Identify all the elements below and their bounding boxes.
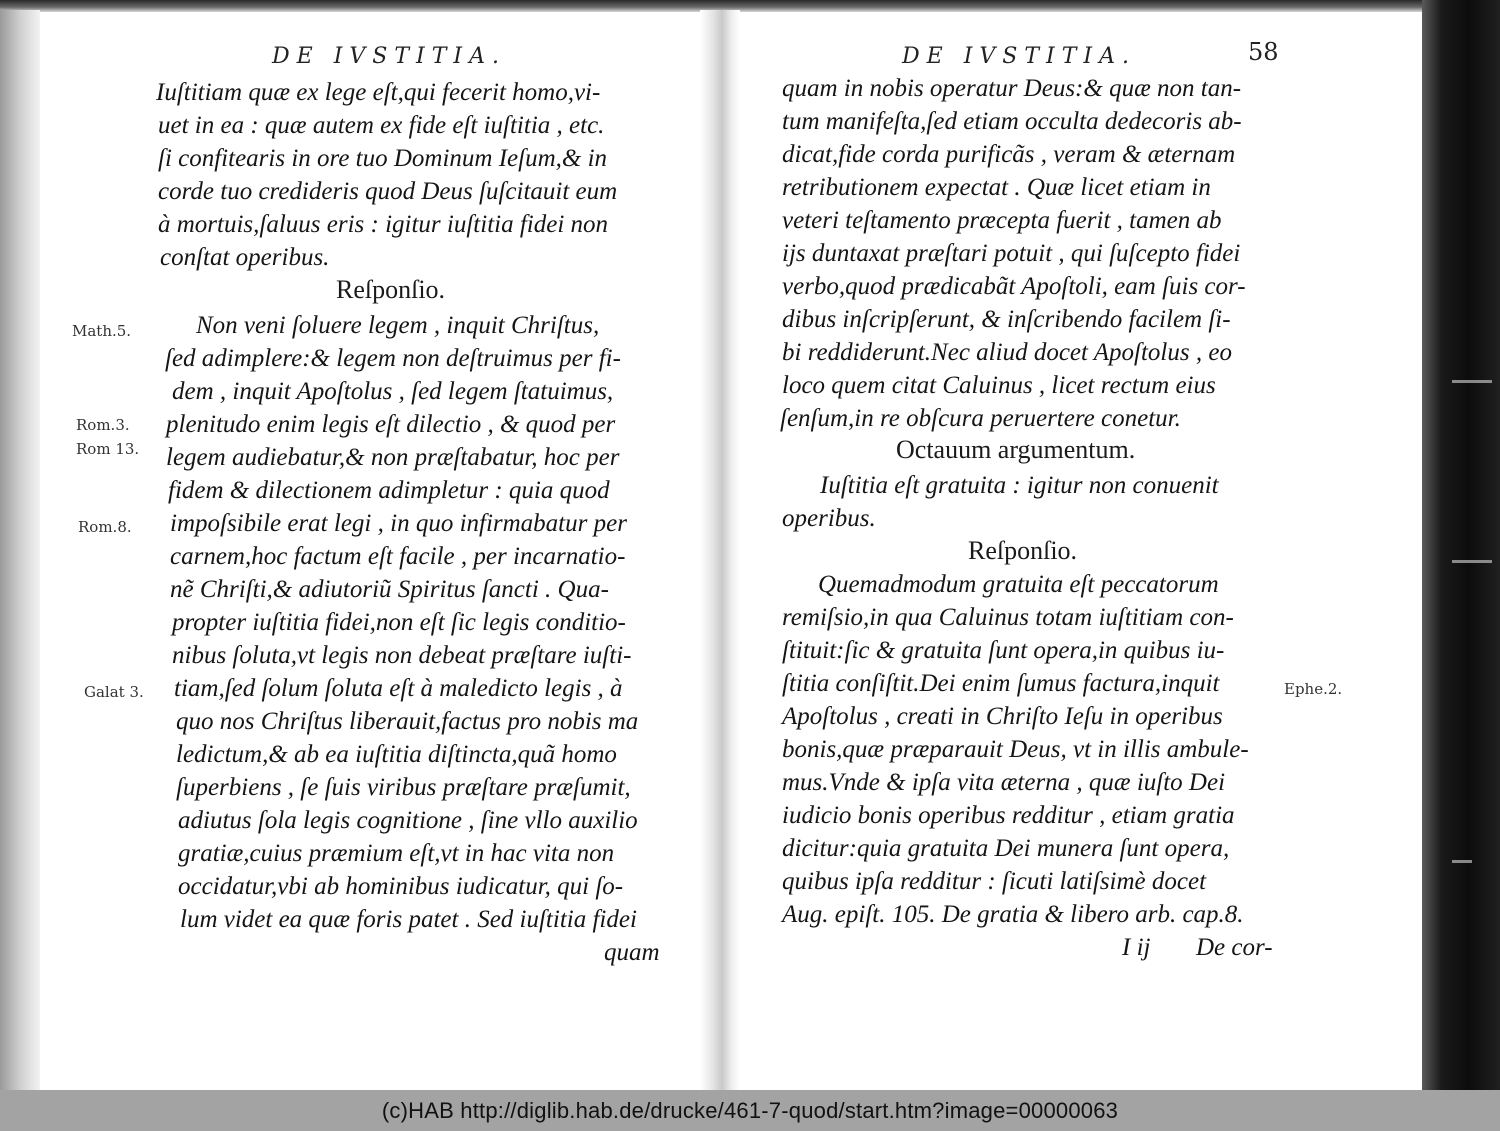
text-line: Iuſtitia eſt gratuita : igitur non conuenit (820, 472, 1219, 499)
left-page-edge (0, 10, 40, 1090)
text-line: corde tuo credideris quod Deus ſuſcitauit eum (158, 178, 618, 205)
text-line: dicat,fide corda purificãs , veram & æternam (782, 141, 1236, 168)
text-line: dibus inſcripſerunt, & inſcribendo facilem ſi- (782, 306, 1231, 333)
text-line: lum videt ea quæ foris patet . Sed iuſtitia fidei (180, 906, 637, 933)
section-heading: Reſponſio. (968, 536, 1078, 565)
text-line: gratiæ,cuius præmium eſt,vt in hac vita non (178, 840, 615, 867)
text-line: nibus ſoluta,vt legis non debeat præſtare iuſti- (172, 642, 632, 669)
text-line: nẽ Chriſti,& adiutoriũ Spiritus ſancti . Qua- (170, 576, 609, 603)
text-line: uet in ea : quæ autem ex fide eſt iuſtitia , etc. (158, 112, 605, 139)
margin-note: Rom 13. (76, 440, 140, 458)
text-line: propter iuſtitia fidei,non eſt ſic legis conditio- (172, 609, 626, 636)
text-line: quibus ipſa redditur : ſicuti latiſsimè docet (782, 868, 1207, 895)
text-line: tum manifeſta,ſed etiam occulta dedecoris ab- (782, 108, 1242, 135)
text-line: ſtitia conſiſtit.Dei enim ſumus factura,inquit (782, 670, 1220, 697)
text-line: fidem & dilectionem adimpletur : quia quod (168, 477, 610, 504)
margin-note: Math.5. (72, 322, 132, 340)
text-line: iudicio bonis operibus redditur , etiam gratia (782, 802, 1235, 829)
text-line: conſtat operibus. (160, 244, 330, 271)
text-line: tiam,ſed ſolum ſoluta eſt à maledicto legis , à (174, 675, 623, 702)
text-line: quo nos Chriſtus liberauit,factus pro nobis ma (176, 708, 639, 735)
text-line: ſtituit:ſic & gratuita ſunt opera,in quibus iu- (782, 637, 1225, 664)
text-line: adiutus ſola legis cognitione , ſine vllo auxilio (178, 807, 638, 834)
text-line: operibus. (782, 505, 876, 532)
text-line: Quemadmodum gratuita eſt peccatorum (818, 571, 1219, 598)
top-page-edge (0, 0, 1500, 12)
section-heading: Reſponſio. (336, 275, 446, 304)
text-line: Non veni ſoluere legem , inquit Chriſtus, (196, 312, 600, 339)
text-line: quam in nobis operatur Deus:& quæ non tan- (782, 75, 1242, 102)
right-running-header: DE IVSTITIA. (902, 44, 1136, 69)
text-line: ſuperbiens , ſe ſuis viribus præſtare præſumit, (176, 774, 631, 801)
text-line: Aug. epiſt. 105. De gratia & libero arb. cap.8. (782, 901, 1244, 928)
text-line: plenitudo enim legis eſt dilectio , & quod per (166, 411, 616, 438)
text-line: ſi confitearis in ore tuo Dominum Ieſum,& in (158, 145, 608, 172)
text-line: dicitur:quia gratuita Dei munera ſunt opera, (782, 835, 1230, 862)
text-line: impoſsibile erat legi , in quo infirmabatur per (170, 510, 627, 537)
catchword: De cor- (1196, 934, 1273, 961)
left-running-header: DE IVSTITIA. (272, 44, 506, 69)
catchword: quam (604, 939, 660, 966)
margin-note: Rom.8. (78, 518, 132, 536)
text-line: verbo,quod prædicabãt Apoſtoli, eam ſuis cor- (782, 273, 1246, 300)
text-line: Apoſtolus , creati in Chriſto Ieſu in operibus (782, 703, 1223, 730)
text-line: ſenſum,in re obſcura peruertere conetur. (780, 405, 1181, 432)
text-line: bi reddiderunt.Nec aliud docet Apoſtolus , eo (782, 339, 1232, 366)
book-gutter (700, 10, 740, 1090)
margin-note: Rom.3. (76, 416, 130, 434)
text-line: remiſsio,in qua Caluinus totam iuſtitiam con- (782, 604, 1234, 631)
text-line: occidatur,vbi ab hominibus iudicatur, qui ſo- (178, 873, 624, 900)
copyright-footer-text: (c)HAB http://diglib.hab.de/drucke/461-7-quod/start.htm?image=00000063 (381, 1097, 1119, 1123)
argument-heading: Octauum argumentum. (896, 435, 1136, 464)
margin-note: Ephe.2. (1284, 680, 1343, 698)
text-line: veteri teſtamento præcepta fuerit , tamen ab (782, 207, 1222, 234)
text-line: mus.Vnde & ipſa vita æterna , quæ iuſto Dei (782, 769, 1226, 796)
signature-mark: I ij (1122, 934, 1151, 961)
text-line: à mortuis,ſaluus eris : igitur iuſtitia fidei non (158, 211, 609, 238)
right-page-edge (1422, 0, 1500, 1090)
margin-note: Galat 3. (84, 683, 144, 701)
text-line: ijs duntaxat præſtari potuit , qui ſuſcepto fidei (782, 240, 1241, 267)
text-line: dem , inquit Apoſtolus , ſed legem ſtatuimus, (172, 378, 614, 405)
text-line: loco quem citat Caluinus , licet rectum eius (782, 372, 1216, 399)
text-line: ſed adimplere:& legem non deſtruimus per fi- (165, 345, 621, 372)
text-line: carnem,hoc factum eſt facile , per incarnatio- (170, 543, 626, 570)
text-line: retributionem expectat . Quæ licet etiam in (782, 174, 1211, 201)
text-line: bonis,quæ præparauit Deus, vt in illis ambule- (782, 736, 1249, 763)
page-number: 58 (1248, 38, 1279, 66)
text-line: legem audiebatur,& non præſtabatur, hoc per (166, 444, 620, 471)
copyright-footer-bar (0, 1090, 1500, 1131)
text-line: Iuſtitiam quæ ex lege eſt,qui fecerit homo,vi- (156, 79, 601, 106)
text-line: ledictum,& ab ea iuſtitia diſtincta,quã homo (176, 741, 617, 768)
